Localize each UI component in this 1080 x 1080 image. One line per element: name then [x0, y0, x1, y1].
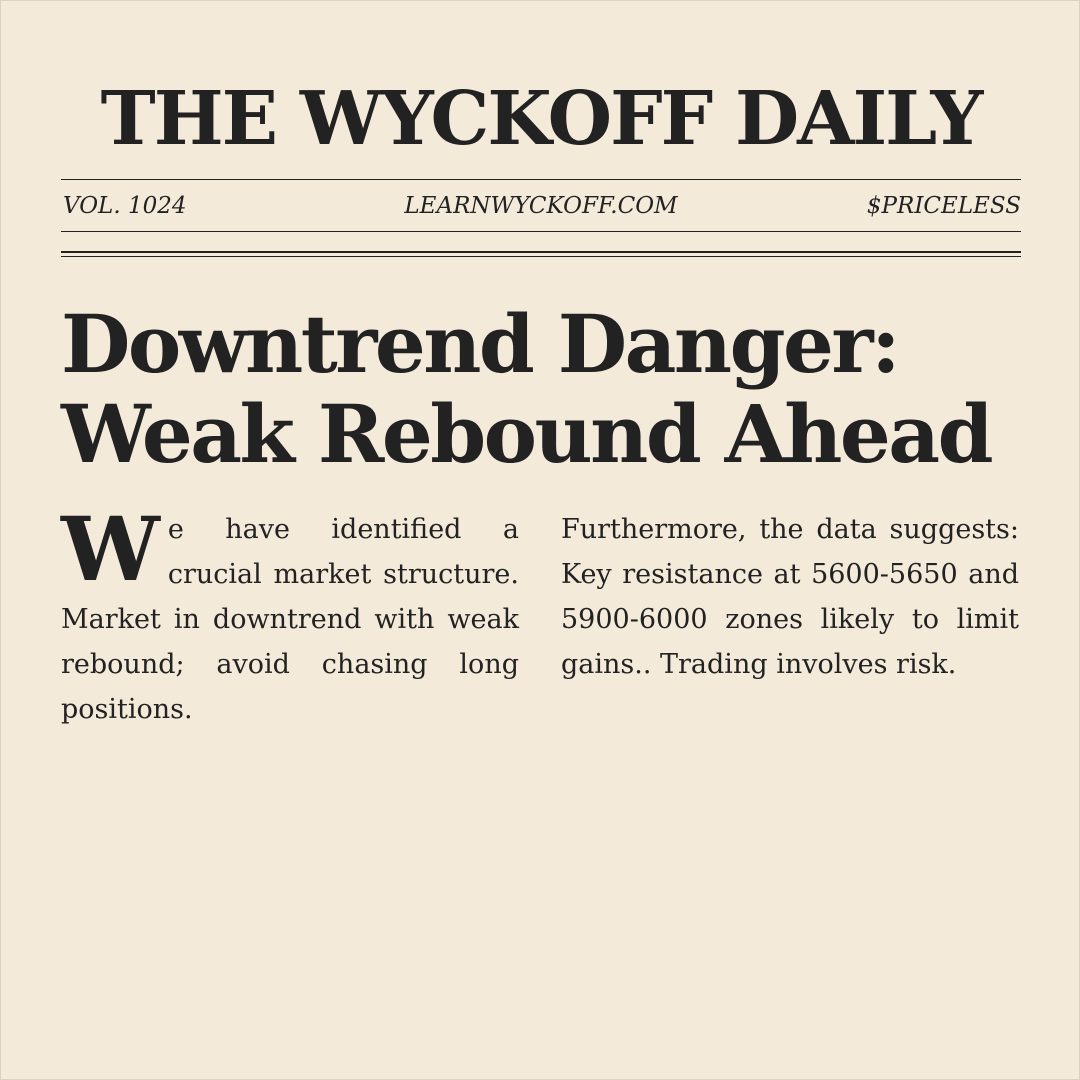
- headline-line-1: Downtrend Danger:: [61, 297, 899, 391]
- info-bar: [61, 189, 1021, 223]
- double-rule-top: [61, 251, 1021, 253]
- website-label: LEARNWYCKOFF.COM: [404, 193, 678, 219]
- info-bar-bottom-rule: [61, 231, 1021, 232]
- masthead-top-rule: [61, 179, 1021, 180]
- drop-cap: W: [61, 497, 160, 601]
- column-right-text: Furthermore, the data suggests: Key resistance at 5600-5650 and 5900-6000 zones likely to limit gains.. Trading involves risk.: [561, 514, 1019, 680]
- headline-line-2: Weak Rebound Ahead: [61, 387, 992, 481]
- volume-label: VOL. 1024: [63, 193, 187, 219]
- column-left-text: e have identified a crucial market structure. Market in downtrend with weak rebound; avoid chasing long positions.: [61, 514, 519, 725]
- masthead-title: THE WYCKOFF DAILY: [100, 76, 982, 162]
- article-column-right: [561, 507, 1019, 687]
- price-label: $PRICELESS: [866, 193, 1021, 219]
- article-column-left: [61, 497, 519, 732]
- article-headline: [61, 299, 1021, 479]
- double-rule-bottom: [61, 256, 1021, 257]
